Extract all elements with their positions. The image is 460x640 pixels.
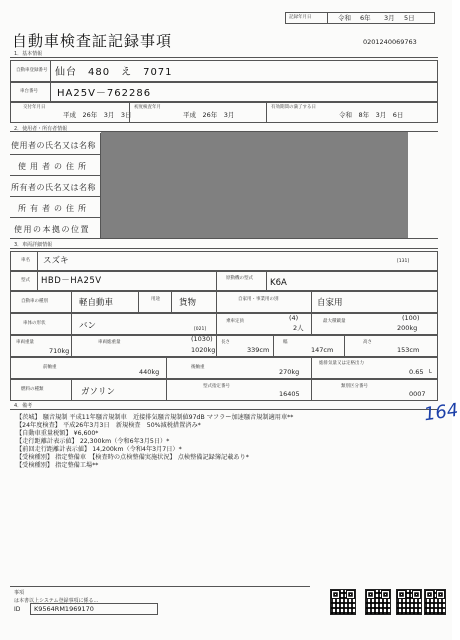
record-era: 令和	[338, 14, 351, 22]
weight-row	[10, 335, 438, 357]
capacity-label: 乗車定員	[226, 319, 244, 324]
body-row	[10, 313, 438, 335]
remark-line-2: 【24年度検査】 平成26年3月3日 新規検査 50%減税措置済み*	[16, 422, 201, 429]
gross-label: 車両総重量	[98, 340, 121, 345]
engine-label: 原動機の型式	[226, 276, 253, 281]
displacement-value: 0.65	[409, 368, 424, 376]
length-value: 339cm	[247, 346, 270, 354]
rear-axle-label: 後軸重	[191, 365, 205, 370]
owner-row-user-name: 使用者の氏名又は名称	[11, 141, 96, 150]
owner-row-base-location: 使用の本拠の位置	[14, 225, 90, 234]
record-day: 5日	[404, 14, 415, 22]
class-no-label: 類別区分番号	[341, 384, 368, 389]
section3-title: 3．車両詳細情報	[14, 242, 53, 248]
record-date-label: 記録年月日	[289, 15, 312, 20]
redacted-owner-info	[101, 132, 408, 238]
footer-id-box	[30, 603, 158, 615]
width-label: 幅	[283, 340, 288, 345]
document-number: 0201240069763	[363, 38, 417, 46]
engine-value: K6A	[270, 278, 287, 288]
reg-number-row	[10, 60, 438, 82]
displacement-label: 総排気量又は定格出力	[319, 361, 364, 366]
fuel-value: ガソリン	[81, 387, 116, 397]
front-axle-label: 前軸重	[43, 365, 57, 370]
class-no-value: 0007	[409, 390, 426, 398]
remark-line-7: 【受検種別】 指定整備工場**	[16, 462, 99, 469]
rear-axle-value: 270kg	[279, 368, 300, 376]
model-row	[10, 271, 438, 291]
fuel-label: 燃料の種類	[21, 387, 44, 392]
length-label: 長さ	[221, 340, 230, 345]
maker-code: [131]	[397, 259, 410, 264]
height-label: 高さ	[363, 340, 372, 345]
use-value: 貨物	[179, 298, 197, 308]
width-value: 147cm	[311, 346, 334, 354]
footer-note-text: は本書以上システム登録事項に係る...	[14, 598, 99, 604]
record-year: 6年	[360, 14, 371, 22]
owner-row-owner-name: 所有者の氏名又は名称	[11, 183, 96, 192]
qr-code-1	[330, 589, 356, 615]
footer-id-value: K9564RM1969170	[34, 605, 94, 613]
front-axle-value: 440kg	[139, 368, 160, 376]
gross-value: (1030)	[191, 335, 213, 343]
remark-line-3: 【自動車重量税額】 ¥6,600*	[16, 430, 99, 437]
body-label: 車体の形状	[23, 321, 46, 326]
maxload-label: 最大積載量	[323, 319, 346, 324]
owner-row-owner-address: 所有者の住所	[18, 204, 90, 213]
axle-row	[10, 357, 438, 379]
remark-line-4: 【走行距離計表示値】 22,300km（令和6年3月5日）*	[16, 438, 170, 445]
model-label: 型式	[21, 278, 30, 283]
footer-id-label: ID	[14, 606, 21, 613]
capacity-value2: 2人	[293, 324, 304, 332]
chassis-label: 車台番号	[20, 89, 38, 94]
issue-date-label: 交付年月日	[23, 105, 46, 110]
maxload-value2: 200kg	[397, 324, 418, 332]
handwritten-number: 164	[422, 399, 460, 426]
section4-title: 4．備考	[14, 403, 33, 409]
expiry-label: 有効期間の満了する日	[271, 105, 316, 110]
section1-title: 1．基本情報	[14, 51, 43, 57]
displacement-unit: L	[429, 369, 432, 375]
model-no-value: 16405	[279, 390, 300, 398]
vehicle-type-label: 自動車の種別	[21, 299, 48, 304]
fuel-row	[10, 379, 438, 401]
qr-code-2	[365, 589, 391, 615]
private-label: 自家用・事業用の別	[238, 297, 279, 302]
owner-row-user-address: 使用者の住所	[18, 162, 90, 171]
model-value: HBD－HA25V	[41, 276, 102, 286]
capacity-value: (4)	[289, 314, 299, 322]
private-value: 自家用	[317, 298, 343, 308]
first-reg-value: 平成 26年 3月	[183, 111, 235, 119]
weight-label: 車両重量	[16, 340, 34, 345]
record-date-box	[285, 12, 435, 24]
section2-title: 2．使用者・所有者情報	[14, 126, 68, 132]
chassis-row	[10, 82, 438, 102]
maker-row	[10, 251, 438, 271]
vehicle-type-value: 軽自動車	[79, 298, 114, 308]
document-title: 自動車検査証記録事項	[12, 32, 173, 50]
issue-date-value: 平成 26年 3月 3日	[63, 111, 132, 119]
qr-code-3	[396, 589, 422, 615]
remark-line-5: 【前回走行距離計表示値】 14,200km（令和4年3月7日）*	[16, 446, 182, 453]
maxload-value: (100)	[402, 314, 420, 322]
reg-number-label: 自動車登録番号	[16, 68, 48, 73]
dates-row	[10, 102, 438, 123]
use-label: 用途	[151, 297, 160, 302]
height-value: 153cm	[397, 346, 420, 354]
chassis-value: HA25V－762286	[57, 88, 152, 99]
expiry-value: 令和 8年 3月 6日	[339, 111, 404, 119]
maker-label: 車名	[21, 258, 30, 263]
model-no-label: 型式指定番号	[203, 384, 230, 389]
qr-code-4	[424, 589, 446, 615]
weight-value: 710kg	[49, 347, 70, 355]
type-row	[10, 291, 438, 313]
maker-value: スズキ	[43, 256, 69, 266]
record-month: 3月	[384, 14, 395, 22]
body-code: [021]	[194, 327, 207, 332]
remark-line-6: 【受検種別】 指定整備車 【検査時の点検整備実施状況】 点検整備記録簿記載あり*	[16, 454, 249, 461]
body-value: バン	[79, 321, 97, 331]
footer-note-label: 事項	[14, 590, 25, 596]
remark-line-1: 【茨城】 騒音規制 平成11年騒音規制車 近接排気騒音規制値97dB マフラー加速騒音規制適用車**	[16, 414, 294, 421]
reg-number-value: 仙台 480 え 7071	[55, 67, 173, 78]
first-reg-label: 初度検査年月	[134, 105, 161, 110]
gross-value2: 1020kg	[191, 346, 216, 354]
